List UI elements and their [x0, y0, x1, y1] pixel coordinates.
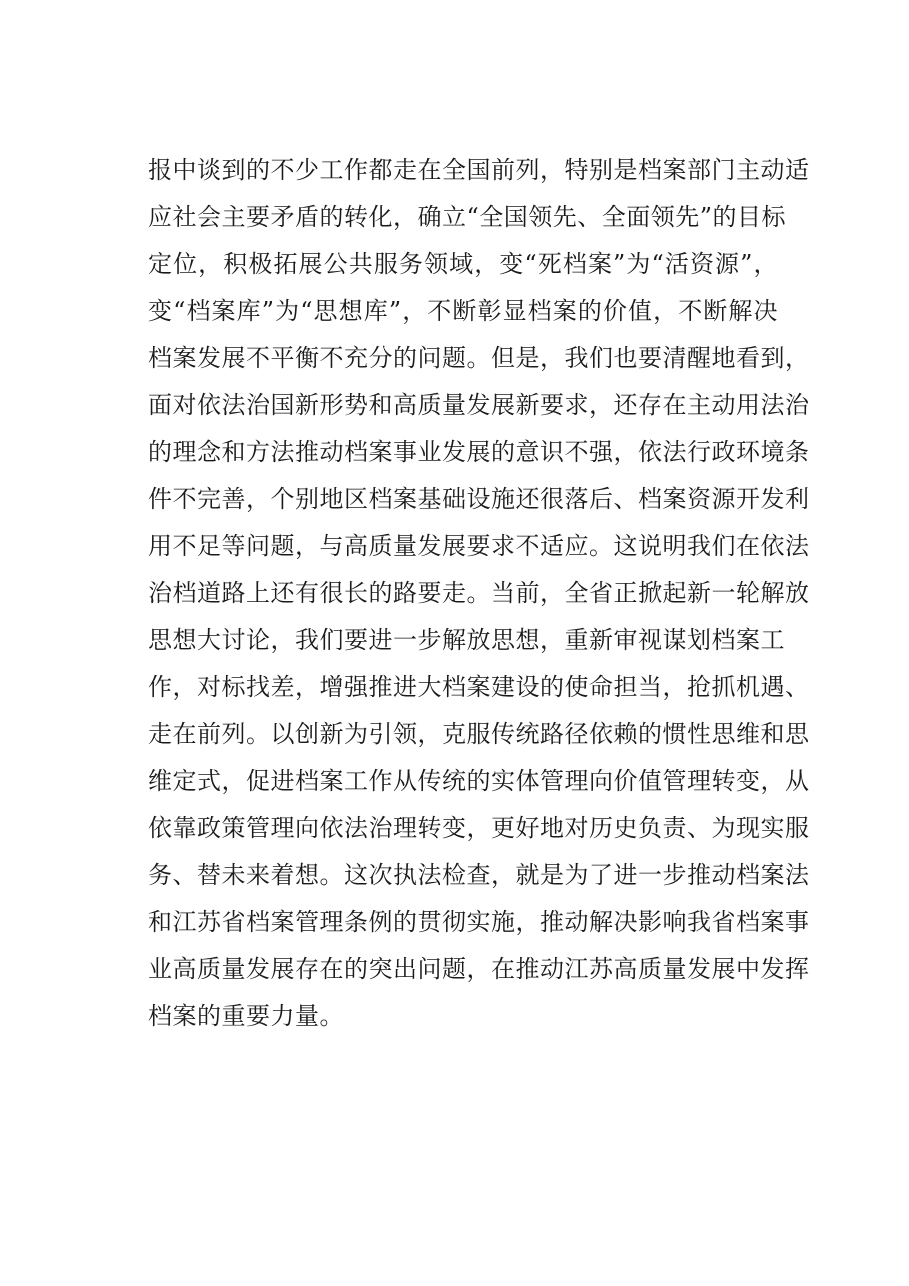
paragraph-line: 走在前列。以创新为引领，克服传统路径依赖的惯性思维和思 — [148, 720, 810, 748]
paragraph-line: 维定式，促进档案工作从传统的实体管理向价值管理转变，从 — [148, 767, 810, 795]
paragraph-line: 档案发展不平衡不充分的问题。但是，我们也要清醒地看到， — [148, 344, 810, 372]
paragraph-line: 业高质量发展存在的突出问题，在推动江苏高质量发展中发挥 — [148, 955, 810, 983]
paragraph-line: 依靠政策管理向依法治理转变，更好地对历史负责、为现实服 — [148, 814, 810, 842]
paragraph-line: 档案的重要力量。 — [148, 1002, 344, 1030]
paragraph-line: 面对依法治国新形势和高质量发展新要求，还存在主动用法治 — [148, 391, 810, 419]
body-paragraph — [148, 147, 810, 1040]
paragraph-line: 治档道路上还有很长的路要走。当前，全省正掀起新一轮解放 — [148, 579, 810, 607]
paragraph-line: 变“档案库”为“思想库”，不断彰显档案的价值，不断解决 — [148, 297, 778, 325]
paragraph-line: 应社会主要矛盾的转化，确立“全国领先、全面领先”的目标 — [148, 203, 787, 231]
paragraph-line: 件不完善，个别地区档案基础设施还很落后、档案资源开发利 — [148, 485, 810, 513]
paragraph-line: 用不足等问题，与高质量发展要求不适应。这说明我们在依法 — [148, 532, 810, 560]
paragraph-line: 作，对标找差，增强推进大档案建设的使命担当，抢抓机遇、 — [148, 673, 810, 701]
paragraph-line: 和江苏省档案管理条例的贯彻实施，推动解决影响我省档案事 — [148, 908, 810, 936]
paragraph-line: 定位，积极拓展公共服务领域，变“死档案”为“活资源”， — [148, 250, 778, 278]
paragraph-line: 务、替未来着想。这次执法检查，就是为了进一步推动档案法 — [148, 861, 810, 889]
paragraph-line: 的理念和方法推动档案事业发展的意识不强，依法行政环境条 — [148, 438, 810, 466]
paragraph-line: 思想大讨论，我们要进一步解放思想，重新审视谋划档案工 — [148, 626, 785, 654]
paragraph-line: 报中谈到的不少工作都走在全国前列，特别是档案部门主动适 — [148, 156, 810, 184]
